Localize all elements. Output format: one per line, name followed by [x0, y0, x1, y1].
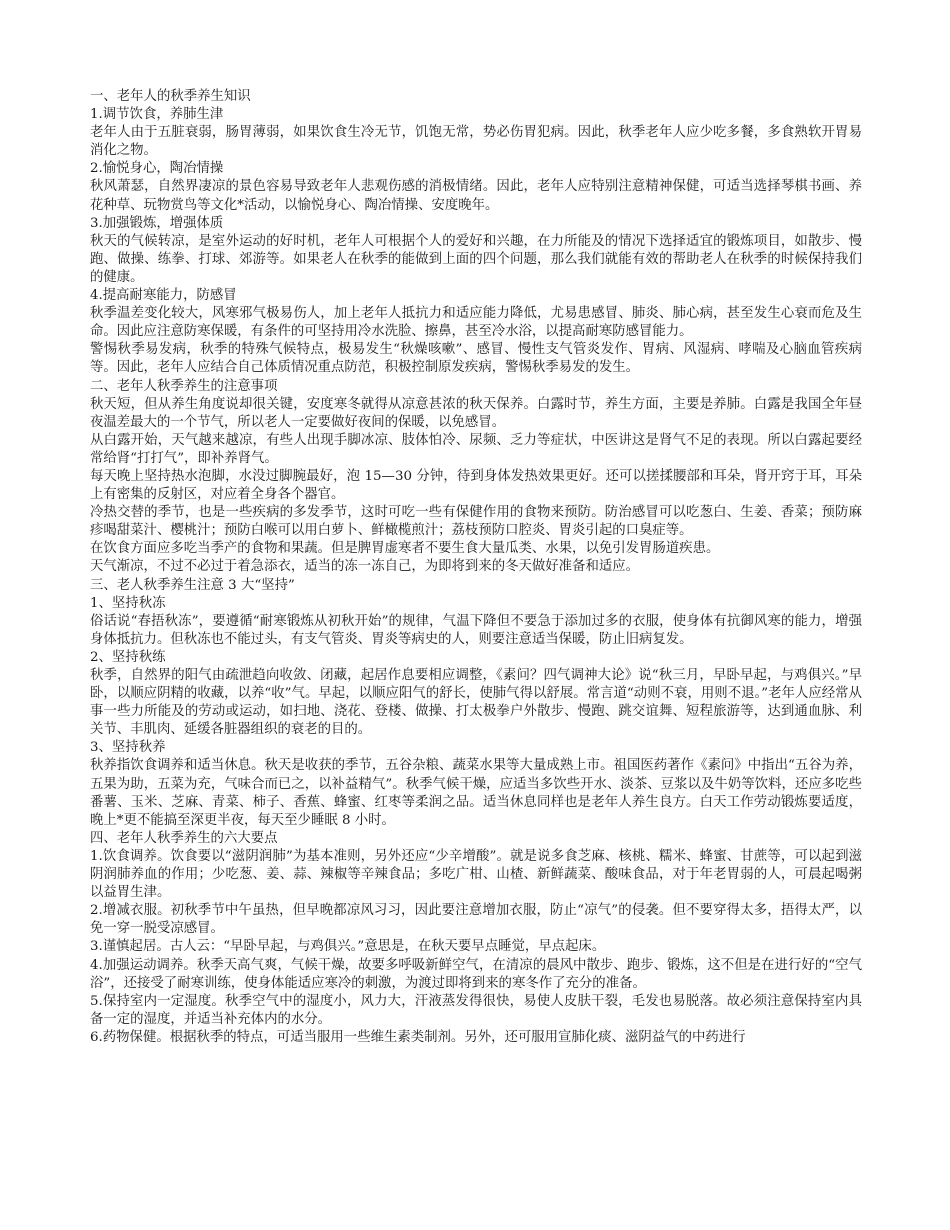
section-heading-2: 二、老年人秋季养生的注意事项	[90, 378, 278, 394]
paragraph: 从白露开始，天气越来越凉，有些人出现手脚冰凉、肢体怕冷、尿频、乏力等症状，中医讲这是肾气不足的表现。所以白露起要经常给肾“打打气”，即补养肾气。	[90, 432, 862, 466]
paragraph: 3.谨慎起居。古人云：“早卧早起，与鸡俱兴。”意思是，在秋天要早点睡觉，早点起床。	[90, 939, 606, 955]
paragraph: 老年人由于五脏衰弱，肠胃薄弱，如果饮食生冷无节，饥饱无常，势必伤胃犯病。因此，秋季老年人应少吃多餐，多食熟软开胃易消化之物。	[90, 125, 862, 159]
paragraph: 4.加强运动调养。秋季天高气爽，气候干燥，故要多呼吸新鲜空气，在清凉的晨风中散步、跑步、锻炼，这不但是在进行好的“空气浴”，还接受了耐寒训练，使身体能适应寒冷的刺激，为渡过即将到来的寒冬作了充分的准备。	[90, 957, 862, 991]
paragraph: 秋季，自然界的阳气由疏泄趋向收敛、闭藏，起居作息要相应调整，《素问？四气调神大论》说“秋三月，早卧早起，与鸡俱兴。”早卧，以顺应阴精的收藏，以养“收”气。早起，以顺应阳气的舒长，使肺气得以舒展。常言道“动则不衰，用则不退。”老年人应经常从事一些力所能及的劳动或运动，如扫地、浇花、登楼、做操、打太极拳户外散步、慢跑、跳交谊舞、短程旅游等，达到通血脉、利关节、丰肌肉、延缓各脏器组织的衰老的目的。	[90, 668, 862, 738]
section-heading-4: 四、老年人秋季养生的六大要点	[90, 830, 278, 846]
paragraph: 2.增减衣服。初秋季节中午虽热，但早晚都凉风习习，因此要注意增加衣服，防止“凉气”的侵袭。但不要穿得太多，捂得太严，以免一穿一脱受凉感冒。	[90, 903, 862, 937]
paragraph: 在饮食方面应多吃当季产的食物和果蔬。但是脾胃虚寒者不要生食大量瓜类、水果，以免引发胃肠道疾患。	[90, 541, 720, 557]
paragraph: 5.保持室内一定湿度。秋季空气中的湿度小，风力大，汗液蒸发得很快，易使人皮肤干裂，毛发也易脱落。故必须注意保持室内具备一定的湿度，并适当补充体内的水分。	[90, 993, 862, 1027]
paragraph: 冷热交替的季节，也是一些疾病的多发季节，这时可吃一些有保健作用的食物来预防。防治感冒可以吃葱白、生姜、香菜；预防麻疹喝甜菜汁、樱桃汁；预防白喉可以用白萝卜、鲜橄榄煎汁；荔枝预防口腔炎、胃炎引起的口臭症等。	[90, 505, 862, 539]
paragraph: 1.饮食调养。饮食要以“滋阴润肺”为基本准则，另外还应“少辛增酸”。就是说多食芝麻、核桃、糯米、蜂蜜、甘蔗等，可以起到滋阴润肺养血的作用；少吃葱、姜、蒜、辣椒等辛辣食品；多吃广柑、山楂、新鲜蔬菜、酸味食品，对于年老胃弱的人，可晨起喝粥以益胃生津。	[90, 848, 862, 901]
paragraph: 警惕秋季易发病，秋季的特殊气候特点，极易发生“秋燥咳嗽”、感冒、慢性支气管炎发作、胃病、风湿病、哮喘及心脑血管疾病等。因此，老年人应结合自己体质情况重点防范，积极控制原发疾病，警惕秋季易发的发生。	[90, 342, 862, 376]
paragraph: 秋天短，但从养生角度说却很关键，安度寒冬就得从凉意甚浓的秋天保养。白露时节，养生方面，主要是养肺。白露是我国全年昼夜温差最大的一个节气，所以老人一定要做好夜间的保暖，以免感冒。	[90, 396, 862, 430]
paragraph: 秋养指饮食调养和适当休息。秋天是收获的季节，五谷杂粮、蔬菜水果等大量成熟上市。祖国医药著作《素问》中指出“五谷为养，五果为助，五菜为充，气味合而已之，以补益精气”。秋季气候干燥，应适当多饮些开水、淡茶、豆浆以及牛奶等饮料，还应多吃些番薯、玉米、芝麻、青菜、柿子、香蕉、蜂蜜、红枣等柔润之品。适当休息同样也是老年人养生良方。白天工作劳动锻炼要适度，晚上*更不能搞至深更半夜，每天至少睡眠 8 小时。	[90, 758, 862, 828]
subheading: 4.提高耐寒能力，防感冒	[90, 288, 237, 304]
subheading: 3、坚持秋养	[90, 740, 166, 756]
section-heading-1: 一、老年人的秋季养生知识	[90, 89, 251, 104]
subheading: 1、坚持秋冻	[90, 595, 166, 611]
paragraph: 秋季温差变化较大，风寒邪气极易伤人，加上老年人抵抗力和适应能力降低，尤易患感冒、肺炎、肺心病，甚至发生心衰而危及生命。因此应注意防寒保暖，有条件的可坚持用冷水洗脸、擦鼻，甚至冷水浴，以提高耐寒防感冒能力。	[90, 306, 862, 340]
paragraph: 秋风萧瑟，自然界凄凉的景色容易导致老年人悲观伤感的消极情绪。因此，老年人应特别注意精神保健，可适当选择琴棋书画、养花种草、玩物赏鸟等文化*活动，以愉悦身心、陶冶情操、安度晚年。	[90, 179, 862, 213]
paragraph: 俗话说“春捂秋冻”，要遵循“耐寒锻炼从初秋开始”的规律，气温下降但不要急于添加过多的衣服，使身体有抗御风寒的能力，增强身体抵抗力。但秋冻也不能过头，有支气管炎、胃炎等病史的人，则要注意适当保暖，防止旧病复发。	[90, 613, 862, 647]
paragraph: 每天晚上坚持热水泡脚，水没过脚腕最好，泡 15—30 分钟，待到身体发热效果更好。还可以搓揉腰部和耳朵，肾开窍于耳，耳朵上有密集的反射区，对应着全身各个器官。	[90, 468, 862, 503]
subheading: 2、坚持秋练	[90, 649, 166, 665]
subheading: 1.调节饮食，养肺生津	[90, 107, 224, 123]
document-body	[90, 88, 862, 1047]
subheading: 3.加强锻炼，增强体质	[90, 215, 224, 231]
section-heading-3: 三、老人秋季养生注意 3 大“坚持”	[90, 577, 295, 593]
paragraph: 天气渐凉，不过不必过于着急添衣，适当的冻一冻自己，为即将到来的冬天做好准备和适应。	[90, 559, 640, 575]
subheading: 2.愉悦身心，陶冶情操	[90, 161, 224, 177]
paragraph: 秋天的气候转凉，是室外运动的好时机，老年人可根据个人的爱好和兴趣，在力所能及的情况下选择适宜的锻炼项目，如散步、慢跑、做操、练拳、打球、郊游等。如果老人在秋季的能做到上面的四个问题，那么我们就能有效的帮助老人在秋季的时候保持我们的健康。	[90, 233, 862, 285]
paragraph: 6.药物保健。根据秋季的特点，可适当服用一些维生素类制剂。另外，还可服用宣肺化痰、滋阴益气的中药进行	[90, 1029, 746, 1045]
